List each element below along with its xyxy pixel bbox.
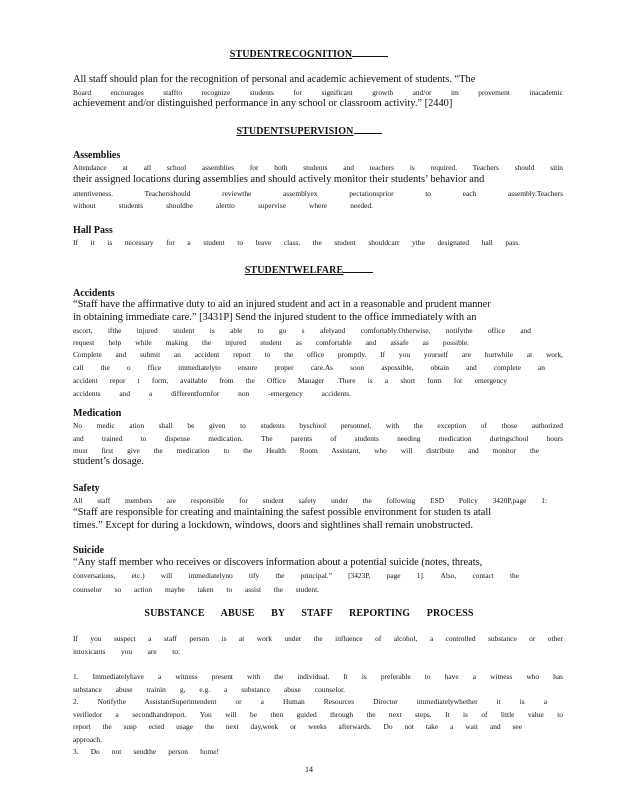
heading-student-welfare (0, 263, 618, 276)
heading-text: STUDENTRECOGNITION (229, 49, 353, 60)
suicide-line-1: “Any staff member who receives or discovers information about a potential suicide (notes, threats, (73, 557, 483, 568)
medication-line-4: student’s dosage. (73, 456, 144, 467)
recognition-line-3: achievement and/or distinguished performance in any school or classroom activity.” [2440] (73, 98, 453, 109)
medication-line-2: and trained to dispense medication. The parents of students needing medication duringschool hours (73, 434, 563, 443)
subheading-accidents: Accidents (73, 288, 115, 299)
assemblies-line-1: Attendance at all school assemblies for both students and teachers is required. Teachers should sitin (73, 163, 563, 172)
heading-text: STUDENTWELFARE (244, 265, 344, 276)
subheading-suicide: Suicide (73, 545, 105, 556)
safety-line-2: “Staff are responsible for creating and maintaining the safest possible environment for studen ts atall (73, 507, 492, 518)
accidents-line-3: escort, ifthe injured student is able to go s afelyand comfortably.Otherwise, notifythe office and (73, 326, 531, 335)
accidents-line-1: “Staff have the affirmative duty to aid an injured student and act in a reasonable and prudent manner (73, 299, 491, 310)
accidents-line-5: Complete and submit an accident report to the office promptly. If you yourself are hurtwhile at work, (73, 350, 563, 359)
accidents-line-6: call the o ffice immediatelyto ensure proper care.As soon aspossible, obtain and complete an (73, 363, 545, 372)
assemblies-line-4: without students shouldbe alertto supervise where needed. (73, 201, 373, 210)
heading-student-recognition (0, 47, 618, 60)
subheading-hall-pass: Hall Pass (73, 225, 113, 236)
heading-text: STUDENTSUPERVISION (236, 126, 354, 137)
heading-substance-abuse: SUBSTANCE ABUSE BY STAFF REPORTING PROCESS (144, 608, 474, 619)
page-number: 14 (305, 765, 313, 774)
assemblies-line-2: their assigned locations during assemblies and should actively monitor their students’ behavior and (73, 174, 485, 185)
accidents-line-2: in obtaining immediate care.” [3431P] Send the injured student to the office immediately with an (73, 312, 477, 323)
heading-underline (352, 47, 388, 57)
suicide-line-3: counselor so action maybe taken to assist the student. (73, 585, 319, 594)
accidents-line-4: request help while making the injured student as comfortable and assafe as possible. (73, 338, 469, 347)
medication-line-1: No medic ation shall be given to students byschool personnel, with the exception of those authorized (73, 421, 563, 430)
recognition-line-2: Board encourages staffto recognize students for significant growth and/or im provement inacademic (73, 88, 563, 97)
substance-item-2: 2. Notifythe AssistantSuperintendent or a Human Resources Director immediatelywhether it is a (73, 697, 547, 706)
hall-pass-line-1: If it is necessary for a student to leave class, the student shouldcarr ythe designated hall pass. (73, 238, 520, 247)
medication-line-3: must first give the medication to the Health Room Assistant, who will distribute and monitor the (73, 446, 539, 455)
substance-item-1: 1. Immediatelyhave a witness present with the individual. It is preferable to have a witness who has (73, 672, 563, 681)
safety-line-3: times.” Except for during a lockdown, windows, doors and sightlines shall remain unobstructed. (73, 520, 473, 531)
heading-student-supervision (0, 124, 618, 137)
substance-item-2-cont-2: report the susp ected usage the next day,week or weeks afterwards. Do not take a wait and see (73, 722, 522, 731)
substance-line-1: If you suspect a staff person is at work under the influence of alcohol, a controlled substance or other (73, 634, 563, 643)
substance-line-2: intoxicants you are to: (73, 647, 180, 656)
substance-item-2-cont-1: verifiedor a secondhandreport. You will be then guided through the next steps. It is of little value to (73, 710, 563, 719)
substance-item-2-cont-3: approach. (73, 735, 102, 744)
substance-item-3: 3. Do not sendthe person home! (73, 747, 219, 756)
heading-underline (354, 124, 382, 134)
suicide-line-2: conversations, etc.) will immediatelyno tify the principal.” [3423P, page 1]. Also, contact the (73, 571, 519, 580)
heading-underline (343, 263, 373, 273)
recognition-line-1: All staff should plan for the recognition of personal and academic achievement of students. “The (73, 74, 476, 85)
subheading-medication: Medication (73, 408, 122, 419)
accidents-line-8: accidents and a differentformfor non -emergency accidents. (73, 389, 351, 398)
substance-item-1-cont: substance abuse trainin g, e.g. a substance abuse counselor. (73, 685, 345, 694)
safety-line-1: All staff members are responsible for student safety under the following ESD Policy 3420P,page 1: (73, 496, 547, 505)
accidents-line-7: accident repor t form, available from the Office Manager .There is a short form for emergency (73, 376, 507, 385)
assemblies-line-3: attentiveness. Teachersshould reviewthe assemblyex pectationsprior to each assembly.Teachers (73, 189, 563, 198)
subheading-safety: Safety (73, 483, 100, 494)
subheading-assemblies: Assemblies (73, 150, 121, 161)
